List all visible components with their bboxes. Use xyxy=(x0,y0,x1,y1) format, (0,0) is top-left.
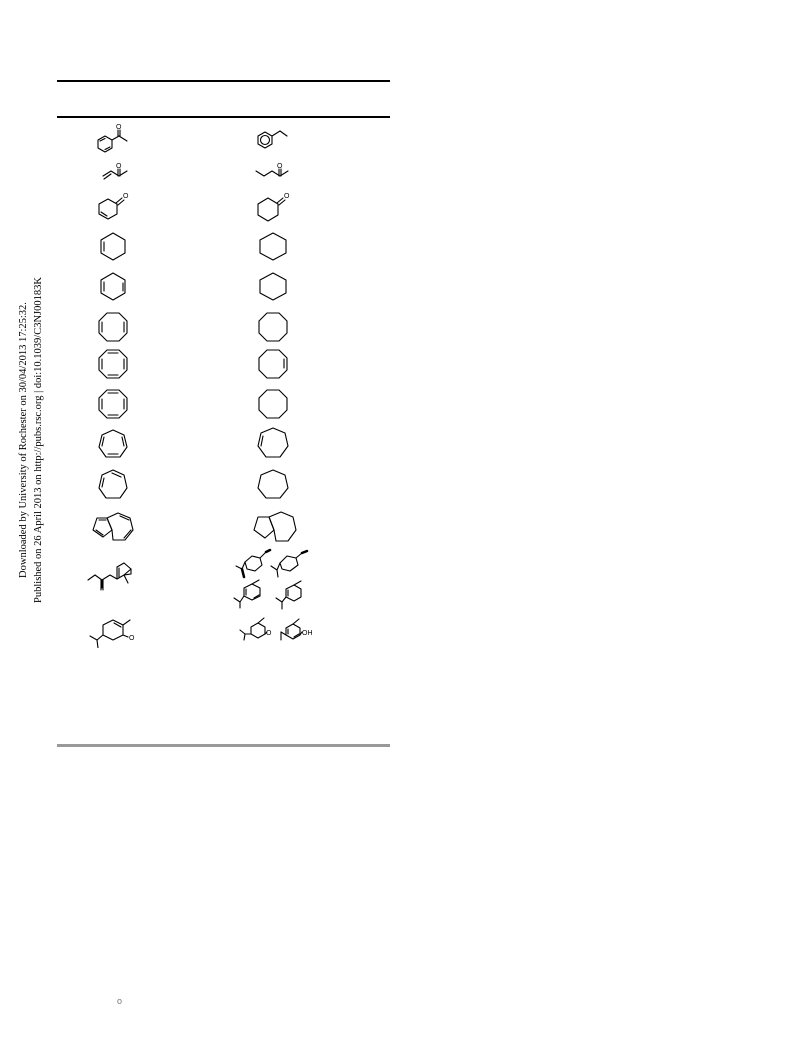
product-p-menthene-aromatic xyxy=(234,580,260,608)
product-cycloheptene xyxy=(258,428,288,457)
reactant-cycloheptatriene xyxy=(99,430,127,457)
doi-line: Published on 26 April 2013 on http://pubs.rsc.org | doi:10.1039/C3NJ00183K xyxy=(33,277,44,603)
footer-mark: o xyxy=(117,996,123,1006)
oxygen-label: O xyxy=(129,635,135,642)
reactant-cyclooctadiene xyxy=(99,313,127,341)
download-line: Downloaded by University of Rochester on 30/04/2013 17:25:32. xyxy=(18,302,29,578)
product-p-menthene xyxy=(276,581,301,609)
product-cycloheptane xyxy=(258,470,288,498)
reactant-cyclohexene xyxy=(101,233,125,260)
table-bottom-rule xyxy=(57,744,390,747)
product-cyclohexanone xyxy=(258,193,290,221)
product-carvacrol xyxy=(281,619,313,640)
reactant-cycloheptadiene xyxy=(99,470,127,498)
oxygen-label: O xyxy=(116,163,122,170)
product-cyclohexane xyxy=(260,273,286,300)
table-top-rule xyxy=(57,80,390,82)
oxygen-label: O xyxy=(116,124,122,131)
product-cis-p-menthane xyxy=(271,551,307,577)
product-cyclohexane xyxy=(260,233,286,260)
reactant-cyclohexadiene xyxy=(101,273,125,300)
product-trans-p-menthane xyxy=(236,550,270,577)
reactant-cyclooctatriene xyxy=(99,350,127,378)
structure-table xyxy=(0,118,400,648)
oxygen-label: O xyxy=(284,193,290,200)
product-perhydroazulene xyxy=(254,512,296,541)
reactant-methyl-vinyl-ketone xyxy=(103,163,127,179)
reactant-limonene xyxy=(88,563,131,590)
reactant-cyclooctatetraene xyxy=(99,390,127,418)
oxygen-label: O xyxy=(266,630,272,637)
hydroxyl-label: OH xyxy=(302,630,313,637)
product-cyclooctene xyxy=(259,350,287,378)
reactant-acetophenone xyxy=(98,124,127,152)
product-ethylbenzene xyxy=(258,131,287,148)
oxygen-label: O xyxy=(123,193,129,200)
product-butanone xyxy=(256,163,288,176)
product-menthone xyxy=(240,618,272,640)
product-cyclooctane xyxy=(259,390,287,418)
reactant-cyclohexenone xyxy=(99,193,129,219)
reactant-azulene xyxy=(93,513,133,540)
oxygen-label: O xyxy=(277,163,283,170)
product-cyclooctane xyxy=(259,313,287,341)
reactant-carvone xyxy=(90,620,135,648)
